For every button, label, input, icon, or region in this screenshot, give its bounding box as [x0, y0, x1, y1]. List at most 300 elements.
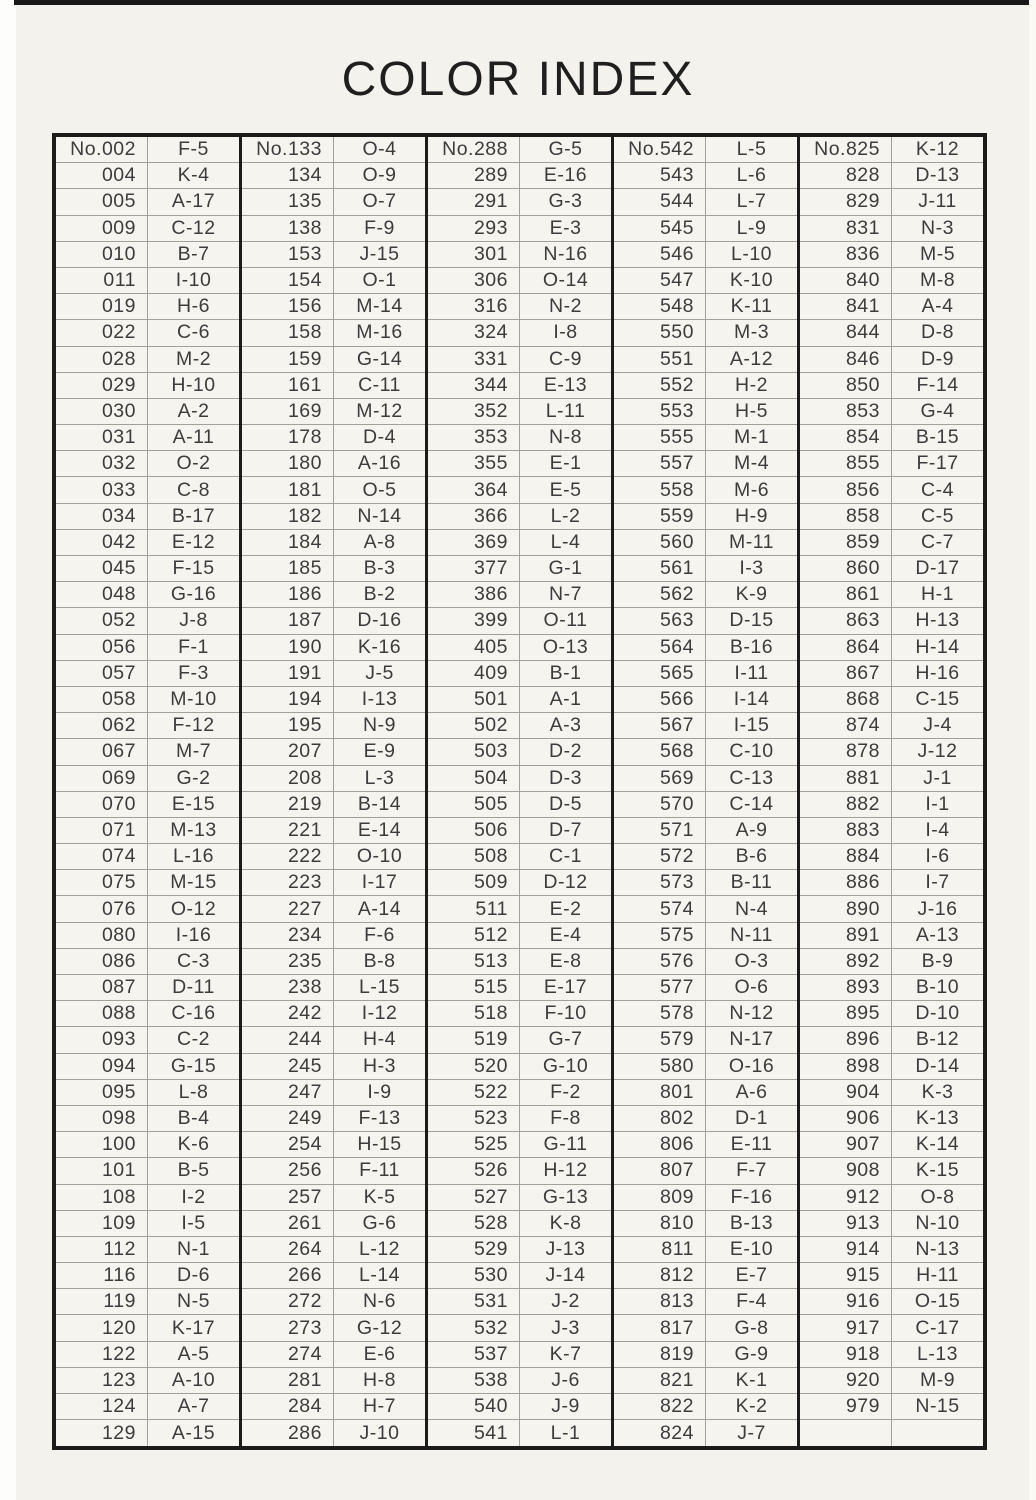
code-cell: N-5	[148, 1289, 239, 1315]
number-cell: 238	[242, 975, 334, 1001]
number-cell: 108	[56, 1185, 148, 1211]
number-cell: 855	[800, 451, 892, 477]
code-cell: G-10	[520, 1054, 611, 1080]
code-cell: H-13	[892, 608, 983, 634]
code-cell: J-2	[520, 1289, 611, 1315]
code-cell: E-11	[706, 1132, 797, 1158]
code-cell: G-13	[520, 1185, 611, 1211]
code-cell: K-11	[706, 294, 797, 320]
code-cell: H-15	[334, 1132, 425, 1158]
number-cell: 094	[56, 1054, 148, 1080]
number-cell: 579	[614, 1027, 706, 1053]
code-cell: A-8	[334, 530, 425, 556]
code-cell: F-7	[706, 1158, 797, 1184]
number-cell: 222	[242, 844, 334, 870]
code-cell: M-11	[706, 530, 797, 556]
code-cell: O-14	[520, 268, 611, 294]
code-cell: C-13	[706, 766, 797, 792]
number-cell: 071	[56, 818, 148, 844]
scan-edge-right	[1029, 0, 1036, 1500]
number-cell: 893	[800, 975, 892, 1001]
number-cell: 531	[428, 1289, 520, 1315]
code-cell: N-8	[520, 425, 611, 451]
number-cell: 811	[614, 1237, 706, 1263]
number-cell: 541	[428, 1420, 520, 1446]
code-cell: K-15	[892, 1158, 983, 1184]
number-cell: 190	[242, 635, 334, 661]
code-cell: F-8	[520, 1106, 611, 1132]
code-cell: B-14	[334, 792, 425, 818]
code-cell: G-4	[892, 399, 983, 425]
number-cell: 261	[242, 1211, 334, 1237]
number-cell: 242	[242, 1001, 334, 1027]
number-cell: 405	[428, 635, 520, 661]
code-cell: B-10	[892, 975, 983, 1001]
number-cell: 352	[428, 399, 520, 425]
code-cell: B-12	[892, 1027, 983, 1053]
code-cell: B-6	[706, 844, 797, 870]
code-cell: A-9	[706, 818, 797, 844]
number-cell: 369	[428, 530, 520, 556]
code-cell: C-11	[334, 373, 425, 399]
number-cell: 030	[56, 399, 148, 425]
code-cell: C-3	[148, 949, 239, 975]
number-cell: 364	[428, 477, 520, 503]
number-cell: 555	[614, 425, 706, 451]
code-cell: C-16	[148, 1001, 239, 1027]
number-cell: 286	[242, 1420, 334, 1446]
number-cell: 506	[428, 818, 520, 844]
number-cell: 844	[800, 320, 892, 346]
number-cell: 129	[56, 1420, 148, 1446]
code-cell: C-10	[706, 739, 797, 765]
number-cell: 546	[614, 242, 706, 268]
page-title: COLOR INDEX	[341, 53, 695, 106]
code-cell: H-2	[706, 373, 797, 399]
code-cell: B-9	[892, 949, 983, 975]
number-cell: 807	[614, 1158, 706, 1184]
number-cell: 892	[800, 949, 892, 975]
code-cell: F-11	[334, 1158, 425, 1184]
number-cell: 119	[56, 1289, 148, 1315]
code-cell: M-5	[892, 242, 983, 268]
code-cell: C-5	[892, 504, 983, 530]
code-cell: J-9	[520, 1394, 611, 1420]
number-cell: 159	[242, 347, 334, 373]
code-cell: B-7	[148, 242, 239, 268]
code-cell: O-13	[520, 635, 611, 661]
code-cell: H-1	[892, 582, 983, 608]
number-cell: 806	[614, 1132, 706, 1158]
number-cell: 045	[56, 556, 148, 582]
number-cell: 860	[800, 556, 892, 582]
code-cell: O-7	[334, 189, 425, 215]
code-cell: K-12	[892, 137, 983, 163]
code-cell: I-1	[892, 792, 983, 818]
number-cell: 116	[56, 1263, 148, 1289]
code-cell: A-13	[892, 923, 983, 949]
number-cell: No.825	[800, 137, 892, 163]
number-cell: 134	[242, 163, 334, 189]
code-cell: K-10	[706, 268, 797, 294]
code-cell: C-15	[892, 687, 983, 713]
code-cell: B-13	[706, 1211, 797, 1237]
number-cell: 813	[614, 1289, 706, 1315]
number-cell: 573	[614, 870, 706, 896]
number-cell: 221	[242, 818, 334, 844]
code-cell: C-8	[148, 477, 239, 503]
number-cell: 029	[56, 373, 148, 399]
code-cell: N-16	[520, 242, 611, 268]
code-cell: K-8	[520, 1211, 611, 1237]
code-cell: K-2	[706, 1394, 797, 1420]
number-cell: 850	[800, 373, 892, 399]
number-cell: 399	[428, 608, 520, 634]
code-cell: G-15	[148, 1054, 239, 1080]
code-cell: I-14	[706, 687, 797, 713]
number-cell: 878	[800, 739, 892, 765]
number-cell: 908	[800, 1158, 892, 1184]
code-cell: I-5	[148, 1211, 239, 1237]
code-cell: D-1	[706, 1106, 797, 1132]
number-cell: 293	[428, 216, 520, 242]
code-cell: N-10	[892, 1211, 983, 1237]
number-cell: 284	[242, 1394, 334, 1420]
number-cell: 840	[800, 268, 892, 294]
code-cell: E-15	[148, 792, 239, 818]
number-cell: 552	[614, 373, 706, 399]
code-cell	[892, 1420, 983, 1446]
number-cell: 979	[800, 1394, 892, 1420]
number-cell: 518	[428, 1001, 520, 1027]
number-cell: 069	[56, 766, 148, 792]
number-cell: 551	[614, 347, 706, 373]
code-cell: O-6	[706, 975, 797, 1001]
code-cell: E-5	[520, 477, 611, 503]
number-cell: 235	[242, 949, 334, 975]
number-cell: 101	[56, 1158, 148, 1184]
number-cell: 810	[614, 1211, 706, 1237]
code-cell: D-4	[334, 425, 425, 451]
column-group-4	[614, 137, 800, 1446]
number-cell: 545	[614, 216, 706, 242]
code-cell: E-12	[148, 530, 239, 556]
number-cell: 281	[242, 1368, 334, 1394]
number-cell: 817	[614, 1315, 706, 1341]
code-cell: E-4	[520, 923, 611, 949]
number-cell: 185	[242, 556, 334, 582]
code-cell: F-13	[334, 1106, 425, 1132]
code-cell: H-6	[148, 294, 239, 320]
number-cell: 109	[56, 1211, 148, 1237]
number-cell: No.288	[428, 137, 520, 163]
code-cell: D-14	[892, 1054, 983, 1080]
code-cell: M-12	[334, 399, 425, 425]
code-cell: I-12	[334, 1001, 425, 1027]
code-cell: L-8	[148, 1080, 239, 1106]
code-cell: E-6	[334, 1342, 425, 1368]
code-cell: L-6	[706, 163, 797, 189]
code-cell: N-4	[706, 896, 797, 922]
code-cell: I-15	[706, 713, 797, 739]
number-cell: 831	[800, 216, 892, 242]
number-cell: 859	[800, 530, 892, 556]
code-cell: E-14	[334, 818, 425, 844]
number-cell: 562	[614, 582, 706, 608]
code-cell: O-8	[892, 1185, 983, 1211]
number-cell: 544	[614, 189, 706, 215]
code-cell: O-5	[334, 477, 425, 503]
number-cell: 519	[428, 1027, 520, 1053]
number-cell: 558	[614, 477, 706, 503]
code-cell: B-15	[892, 425, 983, 451]
code-cell: C-7	[892, 530, 983, 556]
code-cell: G-11	[520, 1132, 611, 1158]
code-cell: D-2	[520, 739, 611, 765]
number-cell: 502	[428, 713, 520, 739]
code-cell: J-7	[737, 1421, 766, 1444]
number-cell: 566	[614, 687, 706, 713]
number-cell	[800, 1420, 892, 1446]
number-cell: No.542	[614, 137, 706, 163]
number-cell: 316	[428, 294, 520, 320]
number-cell: 867	[800, 661, 892, 687]
number-cell: 353	[428, 425, 520, 451]
code-cell: N-7	[520, 582, 611, 608]
code-cell: O-2	[148, 451, 239, 477]
number-cell: 572	[614, 844, 706, 870]
number-cell: 093	[56, 1027, 148, 1053]
number-cell: 272	[242, 1289, 334, 1315]
code-cell: M-15	[148, 870, 239, 896]
number-cell: 009	[56, 216, 148, 242]
number-cell: 537	[428, 1342, 520, 1368]
code-cell: J-4	[892, 713, 983, 739]
code-cell: A-12	[706, 347, 797, 373]
code-cell: H-5	[706, 399, 797, 425]
code-cell: I-9	[334, 1080, 425, 1106]
number-cell: 886	[800, 870, 892, 896]
number-cell: 915	[800, 1263, 892, 1289]
number-cell: 565	[614, 661, 706, 687]
code-cell: M-4	[706, 451, 797, 477]
code-cell: D-13	[892, 163, 983, 189]
number-cell: 580	[614, 1054, 706, 1080]
code-cell: M-14	[334, 294, 425, 320]
number-cell: 291	[428, 189, 520, 215]
number-cell: 568	[614, 739, 706, 765]
number-cell: 569	[614, 766, 706, 792]
code-cell: D-6	[148, 1263, 239, 1289]
number-cell: 187	[242, 608, 334, 634]
code-cell: G-12	[334, 1315, 425, 1341]
code-cell: L-14	[334, 1263, 425, 1289]
number-cell: 186	[242, 582, 334, 608]
code-cell: I-8	[520, 320, 611, 346]
code-cell: J-13	[520, 1237, 611, 1263]
number-cell: 244	[242, 1027, 334, 1053]
code-cell: I-2	[148, 1185, 239, 1211]
number-cell: 543	[614, 163, 706, 189]
number-cell: 180	[242, 451, 334, 477]
number-cell: 802	[614, 1106, 706, 1132]
code-cell: F-14	[892, 373, 983, 399]
number-cell: 057	[56, 661, 148, 687]
code-cell: N-3	[892, 216, 983, 242]
number-cell: 264	[242, 1237, 334, 1263]
number-cell: 828	[800, 163, 892, 189]
code-cell: K-13	[892, 1106, 983, 1132]
number-cell: No.002	[56, 137, 148, 163]
number-cell: 841	[800, 294, 892, 320]
code-cell: H-8	[334, 1368, 425, 1394]
number-cell: 822	[614, 1394, 706, 1420]
number-cell: 056	[56, 635, 148, 661]
number-cell: 182	[242, 504, 334, 530]
code-cell: D-11	[148, 975, 239, 1001]
number-cell: 120	[56, 1315, 148, 1341]
code-cell: N-13	[892, 1237, 983, 1263]
number-cell: 917	[800, 1315, 892, 1341]
code-cell: B-16	[706, 635, 797, 661]
number-cell: 532	[428, 1315, 520, 1341]
code-cell: D-17	[892, 556, 983, 582]
number-cell: 289	[428, 163, 520, 189]
number-cell: 306	[428, 268, 520, 294]
color-index-table	[52, 133, 987, 1450]
code-cell: L-9	[706, 216, 797, 242]
number-cell: 529	[428, 1237, 520, 1263]
number-cell: 525	[428, 1132, 520, 1158]
number-cell: 048	[56, 582, 148, 608]
number-cell: 098	[56, 1106, 148, 1132]
number-cell: 548	[614, 294, 706, 320]
code-cell: J-14	[520, 1263, 611, 1289]
code-cell: J-5	[334, 661, 425, 687]
code-cell: H-10	[148, 373, 239, 399]
number-cell: 234	[242, 923, 334, 949]
number-cell: 257	[242, 1185, 334, 1211]
number-cell: 513	[428, 949, 520, 975]
number-cell: 896	[800, 1027, 892, 1053]
column-group-2	[242, 137, 428, 1446]
number-cell: 563	[614, 608, 706, 634]
code-cell: M-10	[148, 687, 239, 713]
number-cell: 324	[428, 320, 520, 346]
number-cell: 033	[56, 477, 148, 503]
number-cell: 890	[800, 896, 892, 922]
code-cell: C-1	[520, 844, 611, 870]
code-cell: A-7	[148, 1394, 239, 1420]
number-cell: 266	[242, 1263, 334, 1289]
code-cell: C-9	[520, 347, 611, 373]
code-cell: B-8	[334, 949, 425, 975]
number-cell: 528	[428, 1211, 520, 1237]
number-cell: 095	[56, 1080, 148, 1106]
number-cell: 522	[428, 1080, 520, 1106]
number-cell: 076	[56, 896, 148, 922]
code-cell: L-2	[520, 504, 611, 530]
code-cell: C-17	[892, 1315, 983, 1341]
number-cell: 386	[428, 582, 520, 608]
code-cell: A-2	[148, 399, 239, 425]
code-cell: N-17	[706, 1027, 797, 1053]
number-cell: 075	[56, 870, 148, 896]
code-cell: D-16	[334, 608, 425, 634]
code-cell: L-13	[892, 1342, 983, 1368]
number-cell: 191	[242, 661, 334, 687]
number-cell: 058	[56, 687, 148, 713]
number-cell: 829	[800, 189, 892, 215]
number-cell: 904	[800, 1080, 892, 1106]
code-cell: A-1	[520, 687, 611, 713]
scan-edge-left	[0, 0, 16, 1500]
number-cell: 564	[614, 635, 706, 661]
column-group-3	[428, 137, 614, 1446]
number-cell: 578	[614, 1001, 706, 1027]
code-cell: N-15	[892, 1394, 983, 1420]
code-cell: I-7	[892, 870, 983, 896]
code-cell: L-7	[706, 189, 797, 215]
code-cell: A-17	[148, 189, 239, 215]
number-cell: 004	[56, 163, 148, 189]
code-cell: H-16	[892, 661, 983, 687]
number-cell: 100	[56, 1132, 148, 1158]
number-cell: 576	[614, 949, 706, 975]
code-cell: K-17	[148, 1315, 239, 1341]
code-cell: N-9	[334, 713, 425, 739]
column-group-5	[800, 137, 983, 1446]
code-cell: I-11	[706, 661, 797, 687]
number-cell: 571	[614, 818, 706, 844]
code-cell: K-6	[148, 1132, 239, 1158]
number-cell: 181	[242, 477, 334, 503]
column-group-1	[56, 137, 242, 1446]
number-cell: 801	[614, 1080, 706, 1106]
number-cell: 504	[428, 766, 520, 792]
number-cell: 019	[56, 294, 148, 320]
code-cell: E-17	[520, 975, 611, 1001]
code-cell: A-6	[706, 1080, 797, 1106]
code-cell: I-4	[892, 818, 983, 844]
code-cell: M-6	[706, 477, 797, 503]
code-cell: K-4	[148, 163, 239, 189]
number-cell: 530	[428, 1263, 520, 1289]
number-cell: 331	[428, 347, 520, 373]
number-cell: 123	[56, 1368, 148, 1394]
code-cell: C-4	[892, 477, 983, 503]
code-cell: F-17	[892, 451, 983, 477]
code-cell: J-15	[334, 242, 425, 268]
number-cell: 874	[800, 713, 892, 739]
number-cell: 509	[428, 870, 520, 896]
code-cell: D-10	[892, 1001, 983, 1027]
number-cell: 247	[242, 1080, 334, 1106]
number-cell: 022	[56, 320, 148, 346]
code-cell: L-15	[334, 975, 425, 1001]
number-cell: 812	[614, 1263, 706, 1289]
code-cell: C-6	[148, 320, 239, 346]
number-cell: 526	[428, 1158, 520, 1184]
number-cell: 553	[614, 399, 706, 425]
number-cell: 883	[800, 818, 892, 844]
number-cell: 070	[56, 792, 148, 818]
number-cell: 868	[800, 687, 892, 713]
code-cell: G-1	[520, 556, 611, 582]
number-cell: 161	[242, 373, 334, 399]
number-cell: 223	[242, 870, 334, 896]
number-cell: 154	[242, 268, 334, 294]
